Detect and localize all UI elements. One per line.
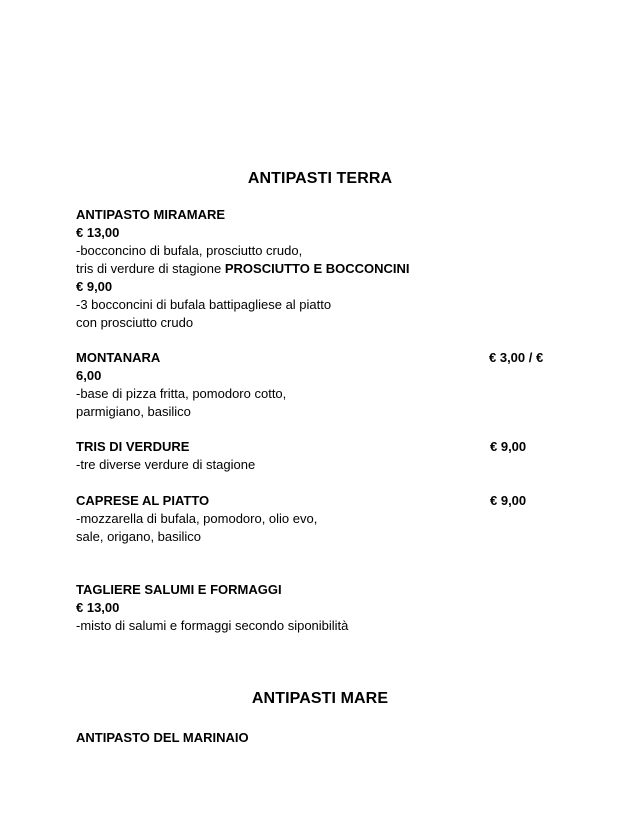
item-description: -base di pizza fritta, pomodoro cotto, [76,386,287,401]
item-price: € 9,00 [490,439,527,454]
item-price: € 9,00 [490,493,527,508]
item-name: TRIS DI VERDURE [76,439,190,454]
item-description: -bocconcino di bufala, prosciutto crudo, [76,243,303,258]
item-description: -3 bocconcini di bufala battipagliese al piatto [76,297,332,312]
item-description: sale, origano, basilico [76,529,202,544]
item-name: PROSCIUTTO E BOCCONCINI [224,261,410,276]
item-description [76,260,410,278]
item-description: -misto di salumi e formaggi secondo siponibilità [76,618,349,633]
item-description: -mozzarella di bufala, pomodoro, olio evo, [76,511,318,526]
item-name: ANTIPASTO DEL MARINAIO [76,730,249,745]
item-name: TAGLIERE SALUMI E FORMAGGI [76,582,282,597]
item-price: 6,00 [76,368,102,383]
item-description-text: tris di verdure di stagione [76,261,222,276]
item-description: -tre diverse verdure di stagione [76,457,256,472]
item-price: € 13,00 [76,225,120,240]
section-title-mare: ANTIPASTI MARE [251,690,389,707]
item-price: € 3,00 / € [489,350,544,365]
item-description: con prosciutto crudo [76,315,194,330]
item-price: € 13,00 [76,600,120,615]
item-description: parmigiano, basilico [76,404,191,419]
section-title-terra: ANTIPASTI TERRA [247,170,393,187]
item-name: CAPRESE AL PIATTO [76,493,210,508]
item-name: MONTANARA [76,350,161,365]
item-price: € 9,00 [76,279,113,294]
item-name: ANTIPASTO MIRAMARE [76,207,226,222]
